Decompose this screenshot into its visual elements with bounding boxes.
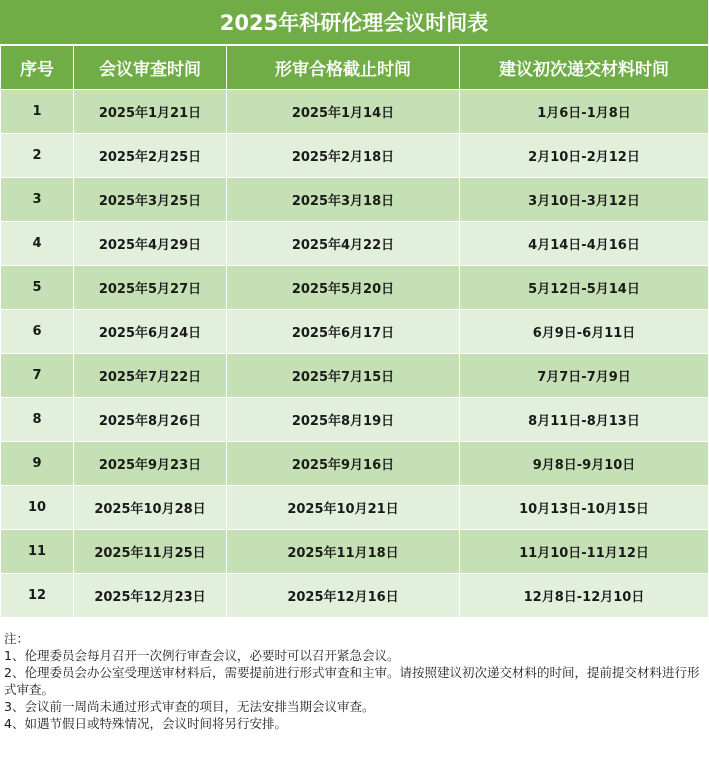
cell-index[interactable]: 6 (1, 310, 74, 354)
table-row (1, 354, 709, 398)
cell-review-deadline[interactable]: 2025年2月18日 (227, 134, 460, 178)
cell-meeting-date[interactable]: 2025年5月27日 (74, 266, 227, 310)
notes-heading: 注： (4, 631, 30, 646)
notes-section (4, 630, 704, 732)
cell-index[interactable]: 1 (1, 90, 74, 134)
cell-index[interactable]: 3 (1, 178, 74, 222)
cell-submission-window[interactable]: 7月7日-7月9日 (460, 354, 709, 398)
table-row (1, 310, 709, 354)
cell-meeting-date[interactable]: 2025年1月21日 (74, 90, 227, 134)
cell-submission-window[interactable]: 5月12日-5月14日 (460, 266, 709, 310)
cell-index[interactable]: 4 (1, 222, 74, 266)
cell-submission-window[interactable]: 1月6日-1月8日 (460, 90, 709, 134)
cell-review-deadline[interactable]: 2025年3月18日 (227, 178, 460, 222)
table-row (1, 266, 709, 310)
cell-submission-window[interactable]: 6月9日-6月11日 (460, 310, 709, 354)
cell-review-deadline[interactable]: 2025年11月18日 (227, 530, 460, 574)
note-item: 4、如遇节假日或特殊情况，会议时间将另行安排。 (4, 716, 287, 731)
table-row (1, 442, 709, 486)
cell-meeting-date[interactable]: 2025年8月26日 (74, 398, 227, 442)
cell-submission-window[interactable]: 10月13日-10月15日 (460, 486, 709, 530)
table-title: 2025年科研伦理会议时间表 (0, 0, 708, 45)
column-header-index[interactable]: 序号 (1, 46, 74, 90)
cell-submission-window[interactable]: 11月10日-11月12日 (460, 530, 709, 574)
note-item: 1、伦理委员会每月召开一次例行审查会议，必要时可以召开紧急会议。 (4, 648, 400, 663)
cell-review-deadline[interactable]: 2025年7月15日 (227, 354, 460, 398)
table-row (1, 398, 709, 442)
cell-submission-window[interactable]: 9月8日-9月10日 (460, 442, 709, 486)
cell-review-deadline[interactable]: 2025年4月22日 (227, 222, 460, 266)
table-row (1, 222, 709, 266)
schedule-table (0, 45, 709, 618)
cell-review-deadline[interactable]: 2025年10月21日 (227, 486, 460, 530)
column-header-submission-window[interactable]: 建议初次递交材料时间 (460, 46, 709, 90)
table-row (1, 530, 709, 574)
table-row (1, 134, 709, 178)
cell-review-deadline[interactable]: 2025年6月17日 (227, 310, 460, 354)
header-row (1, 46, 709, 90)
cell-meeting-date[interactable]: 2025年2月25日 (74, 134, 227, 178)
table-row (1, 90, 709, 134)
table-row (1, 178, 709, 222)
note-item: 3、会议前一周尚未通过形式审查的项目，无法安排当期会议审查。 (4, 699, 375, 714)
cell-meeting-date[interactable]: 2025年10月28日 (74, 486, 227, 530)
cell-meeting-date[interactable]: 2025年11月25日 (74, 530, 227, 574)
cell-review-deadline[interactable]: 2025年12月16日 (227, 574, 460, 618)
cell-index[interactable]: 10 (1, 486, 74, 530)
cell-submission-window[interactable]: 8月11日-8月13日 (460, 398, 709, 442)
cell-index[interactable]: 2 (1, 134, 74, 178)
cell-review-deadline[interactable]: 2025年5月20日 (227, 266, 460, 310)
cell-review-deadline[interactable]: 2025年8月19日 (227, 398, 460, 442)
column-header-meeting-date[interactable]: 会议审查时间 (74, 46, 227, 90)
note-item: 2、伦理委员会办公室受理送审材料后，需要提前进行形式审查和主审。请按照建议初次递交材料的时间，提前提交材料进行形式审查。 (4, 665, 700, 697)
cell-review-deadline[interactable]: 2025年1月14日 (227, 90, 460, 134)
table-row (1, 574, 709, 618)
cell-meeting-date[interactable]: 2025年7月22日 (74, 354, 227, 398)
cell-meeting-date[interactable]: 2025年3月25日 (74, 178, 227, 222)
table-row (1, 486, 709, 530)
cell-index[interactable]: 11 (1, 530, 74, 574)
cell-index[interactable]: 12 (1, 574, 74, 618)
cell-meeting-date[interactable]: 2025年6月24日 (74, 310, 227, 354)
cell-index[interactable]: 9 (1, 442, 74, 486)
cell-index[interactable]: 5 (1, 266, 74, 310)
cell-index[interactable]: 8 (1, 398, 74, 442)
cell-meeting-date[interactable]: 2025年12月23日 (74, 574, 227, 618)
cell-meeting-date[interactable]: 2025年4月29日 (74, 222, 227, 266)
cell-submission-window[interactable]: 2月10日-2月12日 (460, 134, 709, 178)
cell-submission-window[interactable]: 12月8日-12月10日 (460, 574, 709, 618)
cell-submission-window[interactable]: 4月14日-4月16日 (460, 222, 709, 266)
cell-meeting-date[interactable]: 2025年9月23日 (74, 442, 227, 486)
cell-submission-window[interactable]: 3月10日-3月12日 (460, 178, 709, 222)
cell-review-deadline[interactable]: 2025年9月16日 (227, 442, 460, 486)
column-header-review-deadline[interactable]: 形审合格截止时间 (227, 46, 460, 90)
cell-index[interactable]: 7 (1, 354, 74, 398)
